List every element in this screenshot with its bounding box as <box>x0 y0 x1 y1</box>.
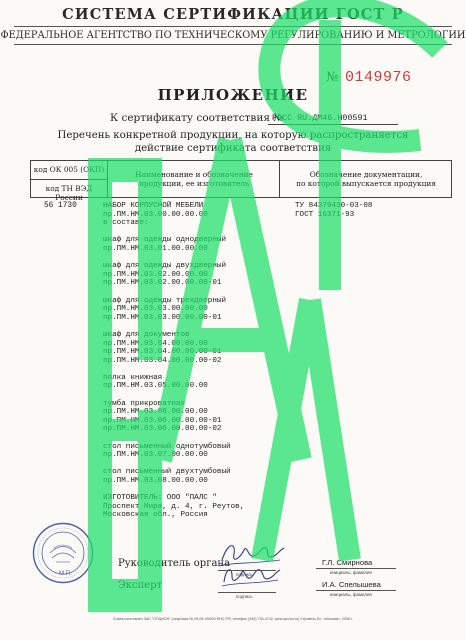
product-list-line: НАБОР КОРПУСНОЙ МЕБЕЛИ <box>103 202 204 210</box>
product-list-line: тумба прикроватная <box>103 399 186 408</box>
expert-name-caption: инициалы, фамилия <box>330 592 372 597</box>
header-documents-line: по которой выпускается продукция <box>296 179 436 188</box>
table-header <box>30 160 452 202</box>
form-number-label: № <box>326 70 339 85</box>
product-list-line <box>103 288 293 297</box>
product-list-line: пр.ПМ.НМ.03.05.00.00.00 <box>103 382 208 391</box>
certificate-number: РОСС RU.ДМ46.Н00591 <box>272 113 368 123</box>
product-list-line: пр.ПМ.НМ.03.03.00.00.00-01 <box>103 313 222 322</box>
product-list-line: шкаф для одежды трехдверный <box>103 296 227 305</box>
product-list-line: стол письменный двухтумбовый <box>103 468 231 477</box>
product-list-line: пр.ПМ.НМ.03.04.00.00.00-01 <box>103 348 222 357</box>
product-list-line: пр.ПМ.НМ.03.08.00.00.00 <box>103 477 208 485</box>
description-line-1: Перечень конкретной продукции, на которую распространяется <box>57 130 409 141</box>
product-list-line: Проспект Мира, д. 4, г. Реутов, <box>103 502 245 511</box>
header-product-name-line: продукции, ее изготовитель <box>138 179 250 188</box>
table-divider <box>107 161 108 197</box>
certificate-underline <box>268 124 398 125</box>
product-list-line: пр.ПМ.НМ.03.04.00.00.00-02 <box>103 356 222 365</box>
product-list-line <box>103 254 293 263</box>
header-top-rule <box>14 26 452 27</box>
head-name-caption: инициалы, фамилия <box>330 570 372 575</box>
document-tu: ТУ 84379430-03-08 <box>295 202 373 210</box>
product-list-line: пр.ПМ.НМ.03.04.00.00.00 <box>103 339 208 348</box>
product-list-line <box>103 391 293 400</box>
product-list-line <box>103 434 293 443</box>
head-name-line <box>316 568 396 569</box>
product-list-line: пр.ПМ.НМ.03.06.00.00.00-01 <box>103 416 222 425</box>
certificate-label: К сертификату соответствия № <box>110 112 284 124</box>
table-divider <box>31 179 107 180</box>
product-list-line: пр.ПМ.НМ.03.03.00.00.00 <box>103 305 208 314</box>
product-list-line: в составе: <box>103 219 149 228</box>
header-documents <box>283 170 449 188</box>
product-list-line <box>103 486 293 495</box>
product-list <box>103 202 293 520</box>
document-gost: ГОСТ 16371-93 <box>295 211 355 219</box>
stamp-label: М.П. <box>59 571 72 577</box>
header-okp-code: код ОК 005 (ОКП) <box>33 165 105 174</box>
appendix-title: ПРИЛОЖЕНИЕ <box>157 86 309 104</box>
expert-signature-line <box>218 592 276 593</box>
official-stamp <box>32 522 94 584</box>
product-list-line: пр.ПМ.НМ.03.07.00.00.00 <box>103 451 208 460</box>
okp-code-value: 56 1730 <box>44 202 77 210</box>
header-documents-line: Обозначение документации, <box>309 170 423 179</box>
expert-name-line <box>316 590 396 591</box>
product-list-line <box>103 365 293 374</box>
header-tnved-code: код ТН ВЭД России <box>45 184 93 202</box>
product-list-line: полка книжная <box>103 373 163 382</box>
product-list-line: пр.ПМ.НМ.03.06.00.00.00-02 <box>103 425 222 434</box>
agency-title: ФЕДЕРАЛЬНОЕ АГЕНТСТВО ПО ТЕХНИЧЕСКОМУ РЕГУЛИРОВАНИЮ И МЕТРОЛОГИИ <box>0 30 466 41</box>
header-product-name-line: Наименование и обозначение <box>135 170 253 179</box>
product-list-line: пр.ПМ.НМ.03.01.00.00.00 <box>103 244 208 253</box>
table-divider <box>279 161 280 197</box>
form-number-value: 0149976 <box>345 69 412 86</box>
product-list-line: Московская обл., Россия <box>103 511 208 520</box>
expert-label: Эксперт <box>118 580 163 591</box>
header-bottom-rule <box>14 44 452 45</box>
expert-name: И.А. Спелышева <box>322 580 381 589</box>
head-signature-line <box>218 570 276 571</box>
product-list-line: пр.ПМ.НМ.03.00.00.00.00 <box>103 210 208 219</box>
product-list-line: стол письменный однотумбовый <box>103 442 231 451</box>
product-list-line: пр.ПМ.НМ.03.02.00.00.00-01 <box>103 279 222 288</box>
product-list-line: шкаф для одежды двухдверный <box>103 262 227 271</box>
head-of-body-label: Руководитель органа <box>118 558 231 569</box>
product-list-line: шкаф для документов <box>103 330 190 339</box>
product-list-line: пр.ПМ.НМ.03.02.00.00.00 <box>103 270 208 279</box>
form-footer: Бланк изготовлен ЗАО "ОПЦИОН" (лицензия № 05-05-09/003 ФНС РФ, телефон (495) 726-4742, www.opcion.ru) «Уровень В», «Москва», 2008 г. <box>113 617 353 621</box>
description-line-2: действие сертификата соответствия <box>134 143 332 154</box>
expert-signature <box>214 562 286 592</box>
product-list-line: ИЗГОТОВИТЕЛЬ: ООО "ПАЛС " <box>103 494 217 503</box>
product-list-line: шкаф для одежды однодверный <box>103 236 227 245</box>
expert-signature-caption: подпись <box>236 594 253 599</box>
product-list-line <box>103 322 293 331</box>
head-signature-caption: подпись <box>236 572 253 577</box>
head-name: Г.Л. Смирнова <box>322 558 373 567</box>
system-title: СИСТЕМА СЕРТИФИКАЦИИ ГОСТ Р <box>62 6 404 23</box>
header-product-name <box>111 170 277 188</box>
product-list-line: пр.ПМ.НМ.03.06.00.00.00 <box>103 408 208 417</box>
